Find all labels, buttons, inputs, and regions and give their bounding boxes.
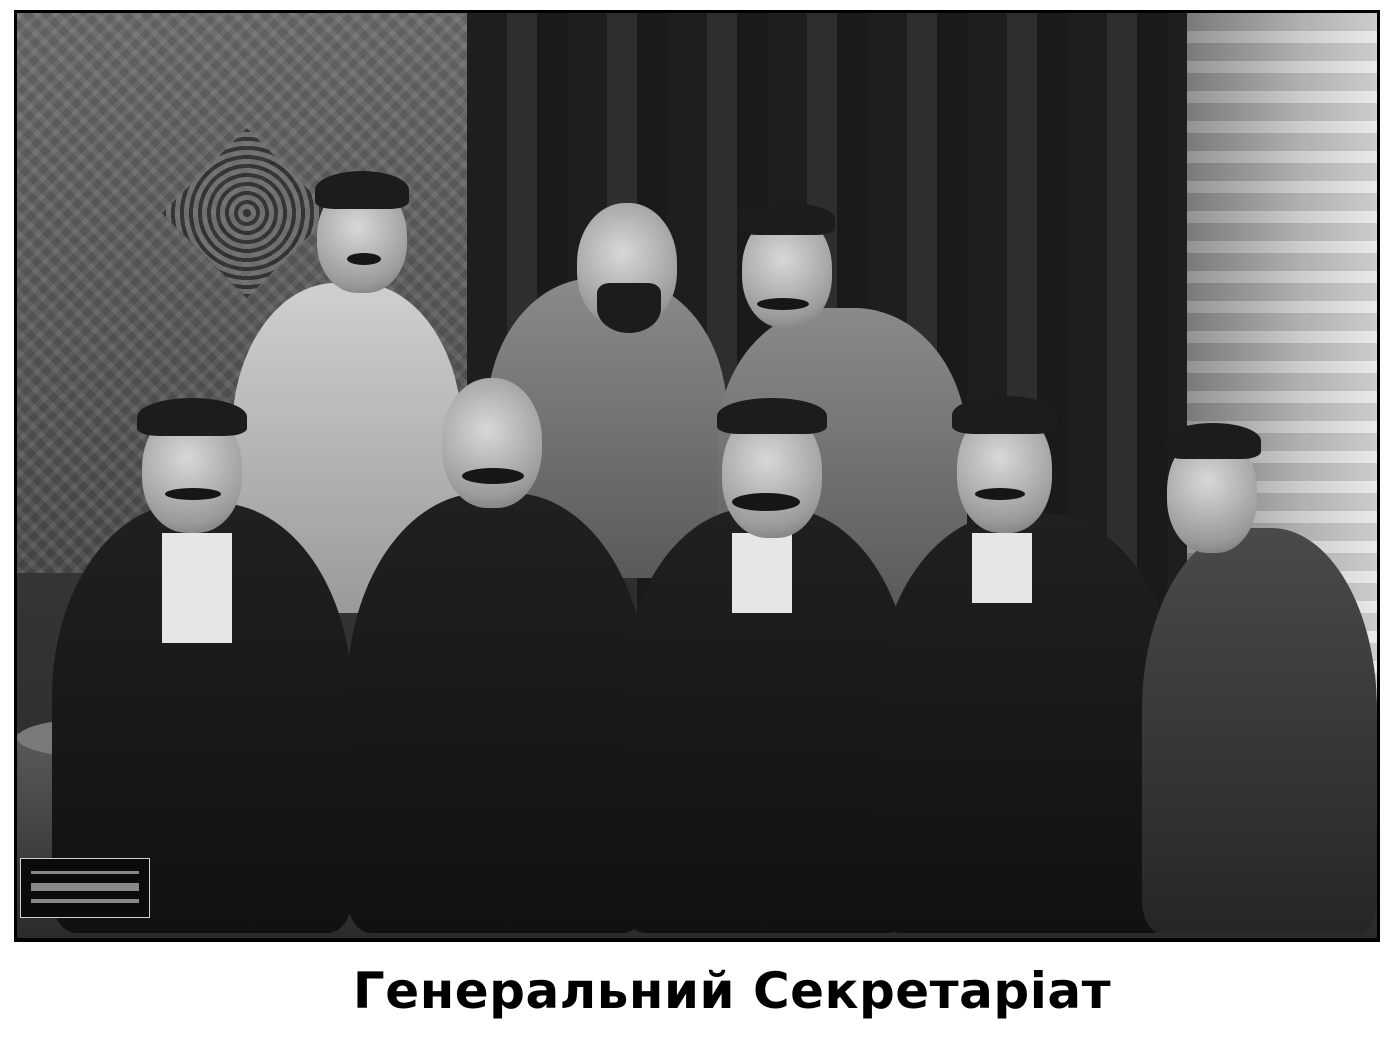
photo-caption: Генеральний Секретаріат: [352, 962, 1112, 1020]
group-photograph: [17, 13, 1377, 938]
photo-frame: [14, 10, 1380, 942]
carpet-medallion: [162, 128, 332, 298]
photo-studio-stamp: [20, 858, 150, 918]
